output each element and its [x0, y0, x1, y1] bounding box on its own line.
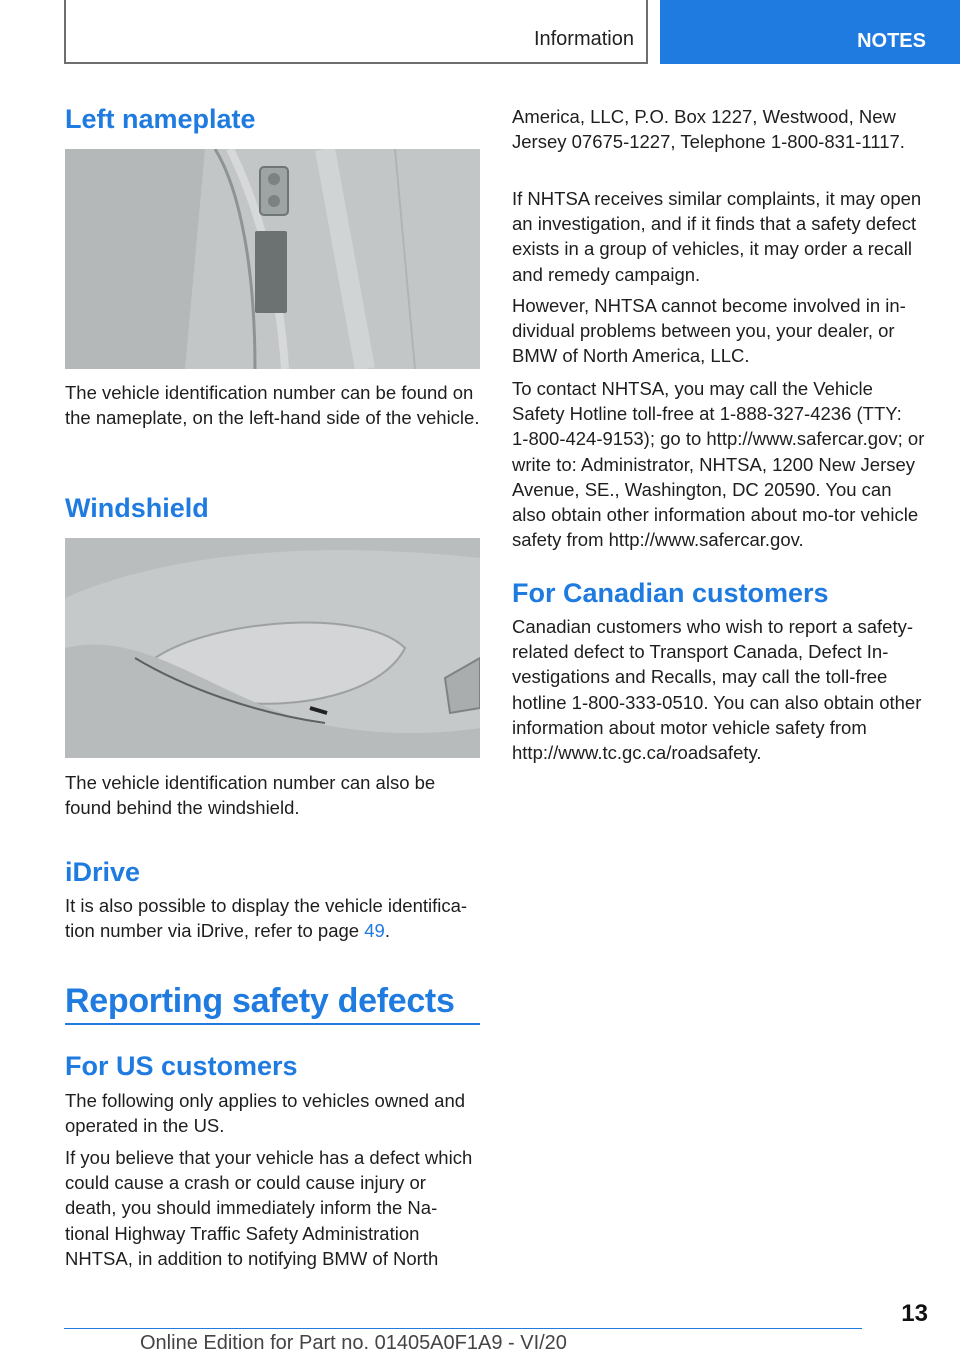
us-paragraph-1: The following only applies to vehicles owned and operated in the US. — [65, 1090, 466, 1137]
nameplate-illustration — [65, 149, 480, 369]
nameplate-text: The vehicle identification number can be found on the nameplate, on the left-hand side of the vehicle. — [65, 382, 480, 429]
page-number: 13 — [901, 1300, 928, 1327]
canadian-customers-heading: For Canadian customers — [512, 578, 829, 608]
right-paragraph-4: To contact NHTSA, you may call the Vehicle Safety Hotline toll‑free at 1‑888‑327‑4236 (TTY: 1‑800‑424‑9153); go to http://www.safercar.gov; or write to: Administrator, NHTSA, 1200 New Jersey Avenue, SE., Washington, DC 20590. You can also obtain other information about mo‐tor vehicle safety from http://www.safercar.gov. — [512, 378, 925, 551]
right-paragraph-3: However, NHTSA cannot become involved in in‐dividual problems between you, your dealer, or BMW of North America, LLC. — [512, 295, 906, 367]
left-nameplate-heading: Left nameplate — [65, 104, 256, 134]
reporting-safety-defects-heading: Reporting safety defects — [65, 982, 455, 1020]
right-paragraph-1: America, LLC, P.O. Box 1227, Westwood, New Jersey 07675‑1227, Telephone 1‑800‑831‑1117. — [512, 106, 905, 153]
us-paragraph-2: If you believe that your vehicle has a defect which could cause a crash or could cause injury or death, you should immediately inform the Na‐tional Highway Traffic Safety Administration NHTSA, in addition to notifying BMW of North — [65, 1147, 473, 1269]
right-paragraph-2: If NHTSA receives similar complaints, it may open an investigation, and if it finds that a safety defect exists in a group of vehicles, it may order a recall and remedy campaign. — [512, 188, 922, 285]
header-notes-tab[interactable]: NOTES — [660, 0, 960, 64]
idrive-heading: iDrive — [65, 857, 141, 887]
header-box — [64, 0, 648, 64]
idrive-text: It is also possible to display the vehicle identifica‐tion number via iDrive, refer to page 49. — [65, 895, 468, 942]
header-section-label: Information — [533, 28, 634, 50]
windshield-heading: Windshield — [65, 493, 209, 523]
edition-footer: Online Edition for Part no. 01405A0F1A9 - VI/20 — [140, 1332, 567, 1354]
page-49-link[interactable]: 49 — [364, 920, 385, 942]
footer-rule — [64, 1328, 862, 1329]
us-customers-heading: For US customers — [65, 1051, 298, 1081]
windshield-illustration — [65, 538, 480, 758]
heading-rule — [65, 1023, 480, 1025]
windshield-text: The vehicle identification number can also be found behind the windshield. — [65, 772, 436, 819]
canadian-text: Canadian customers who wish to report a safety-related defect to Transport Canada, Defect In‐vestigations and Recalls, may call the toll‑free hotline 1‑800‑333‑0510. You can also obtain other information about motor vehicle safety from http://www.tc.gc.ca/roadsafety. — [512, 616, 922, 764]
